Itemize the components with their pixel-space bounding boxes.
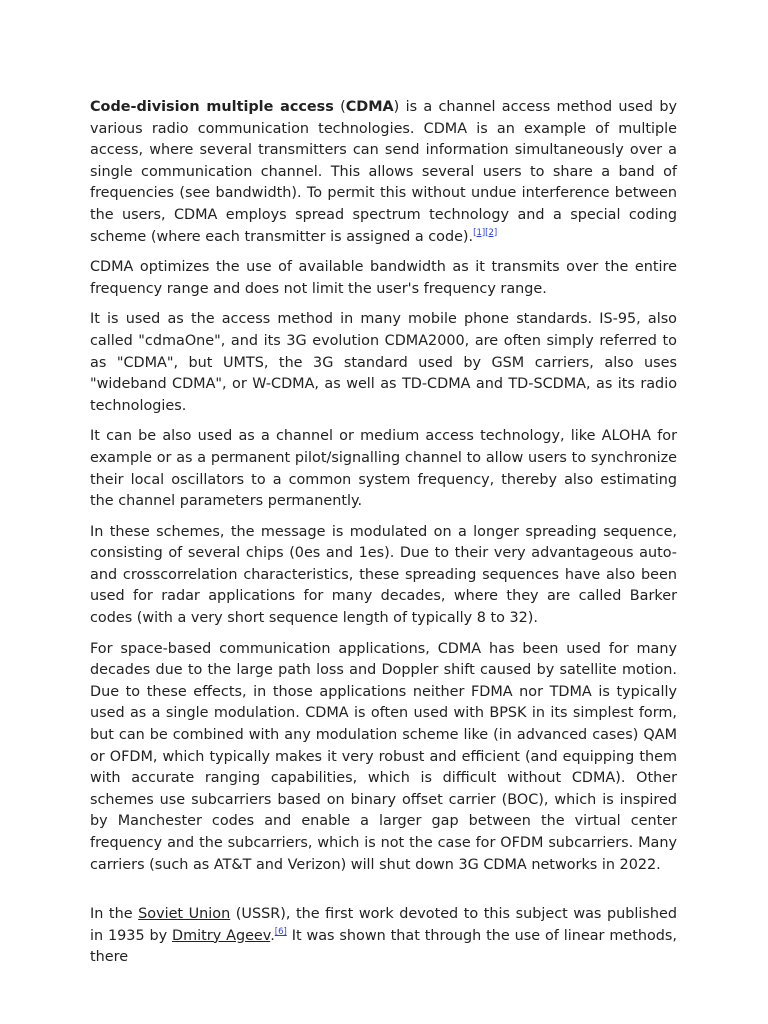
paragraph-standards: It is used as the access method in many mobile phone standards. IS-95, also called "cdmaOne", and its 3G evolution CDMA2000, are often simply referred to as "CDMA", but UMTS, the 3G standard used by GSM carriers, also uses "wideband CDMA", or W-CDMA, as well as TD-CDMA and TD-SCDMA, as its radio technologies. [90,311,677,414]
intro-text: ) is a channel access method used by various radio communication technologies. CDMA is an example of multiple access, where several transmitters can send information simultaneously over a single communication channel. This allows several users to share a band of frequencies (see bandwidth). To permit this without undue interference between the users, CDMA employs spread spectrum technology and a special coding scheme (where each transmitter is assigned a code). [90,99,677,245]
document-body [90,97,677,978]
history-tail: It was shown that through the use of linear methods, there [90,927,677,966]
paragraph-spreading: In these schemes, the message is modulated on a longer spreading sequence, consisting of several chips (0es and 1es). Due to their very advantageous auto- and crosscorrelation characteristics, these spreading sequences have also been used for radar applications for many decades, where they are called Barker codes (with a very short sequence length of typically 8 to 32). [90,523,677,627]
text-open-paren: ( [333,99,346,115]
citation-link-6[interactable]: [6] [274,926,287,937]
paragraph-history [90,904,677,969]
abbr-cdma: CDMA [345,99,394,115]
citation-link-1-2[interactable]: [1][2] [473,227,498,238]
paragraph-space: For space-based communication applications, CDMA has been used for many decades due to the large path loss and Doppler shift caused by satellite motion. Due to these effects, in those applications neither FDMA nor TDMA is typically used as a single modulation. CDMA is often used with BPSK in its simplest form, but can be combined with any modulation scheme like (in advanced cases) QAM or OFDM, which typically makes it very robust and efficient (and equipping them with accurate ranging capabilities, which is difficult without CDMA). Other schemes use subcarriers based on binary offset carrier (BOC), which is inspired by Manchester codes and enable a larger gap between the virtual center frequency and the subcarriers, which is not the case for OFDM subcarriers. Many carriers (such as AT&T and Verizon) will shut down 3G CDMA networks in 2022. [90,640,677,873]
history-mid-1: (USSR), the first work devoted to this subject was published in 1935 by [90,906,677,944]
link-dmitry-ageev[interactable]: Dmitry Ageev [172,927,271,944]
link-soviet-union[interactable]: Soviet Union [138,906,231,923]
paragraph-channel-access: It can be also used as a channel or medium access technology, like ALOHA for example or as a permanent pilot/signalling channel to allow users to synchronize their local oscillators to a common system frequency, thereby also estimating the channel parameters permanently. [90,428,677,510]
paragraph-bandwidth: CDMA optimizes the use of available bandwidth as it transmits over the entire frequency range and does not limit the user's frequency range. [90,259,677,297]
paragraph-intro [90,97,677,248]
history-mid-2: . [270,927,275,944]
term-cdma: Code-division multiple access [90,99,334,115]
history-lead: In the [90,906,139,923]
